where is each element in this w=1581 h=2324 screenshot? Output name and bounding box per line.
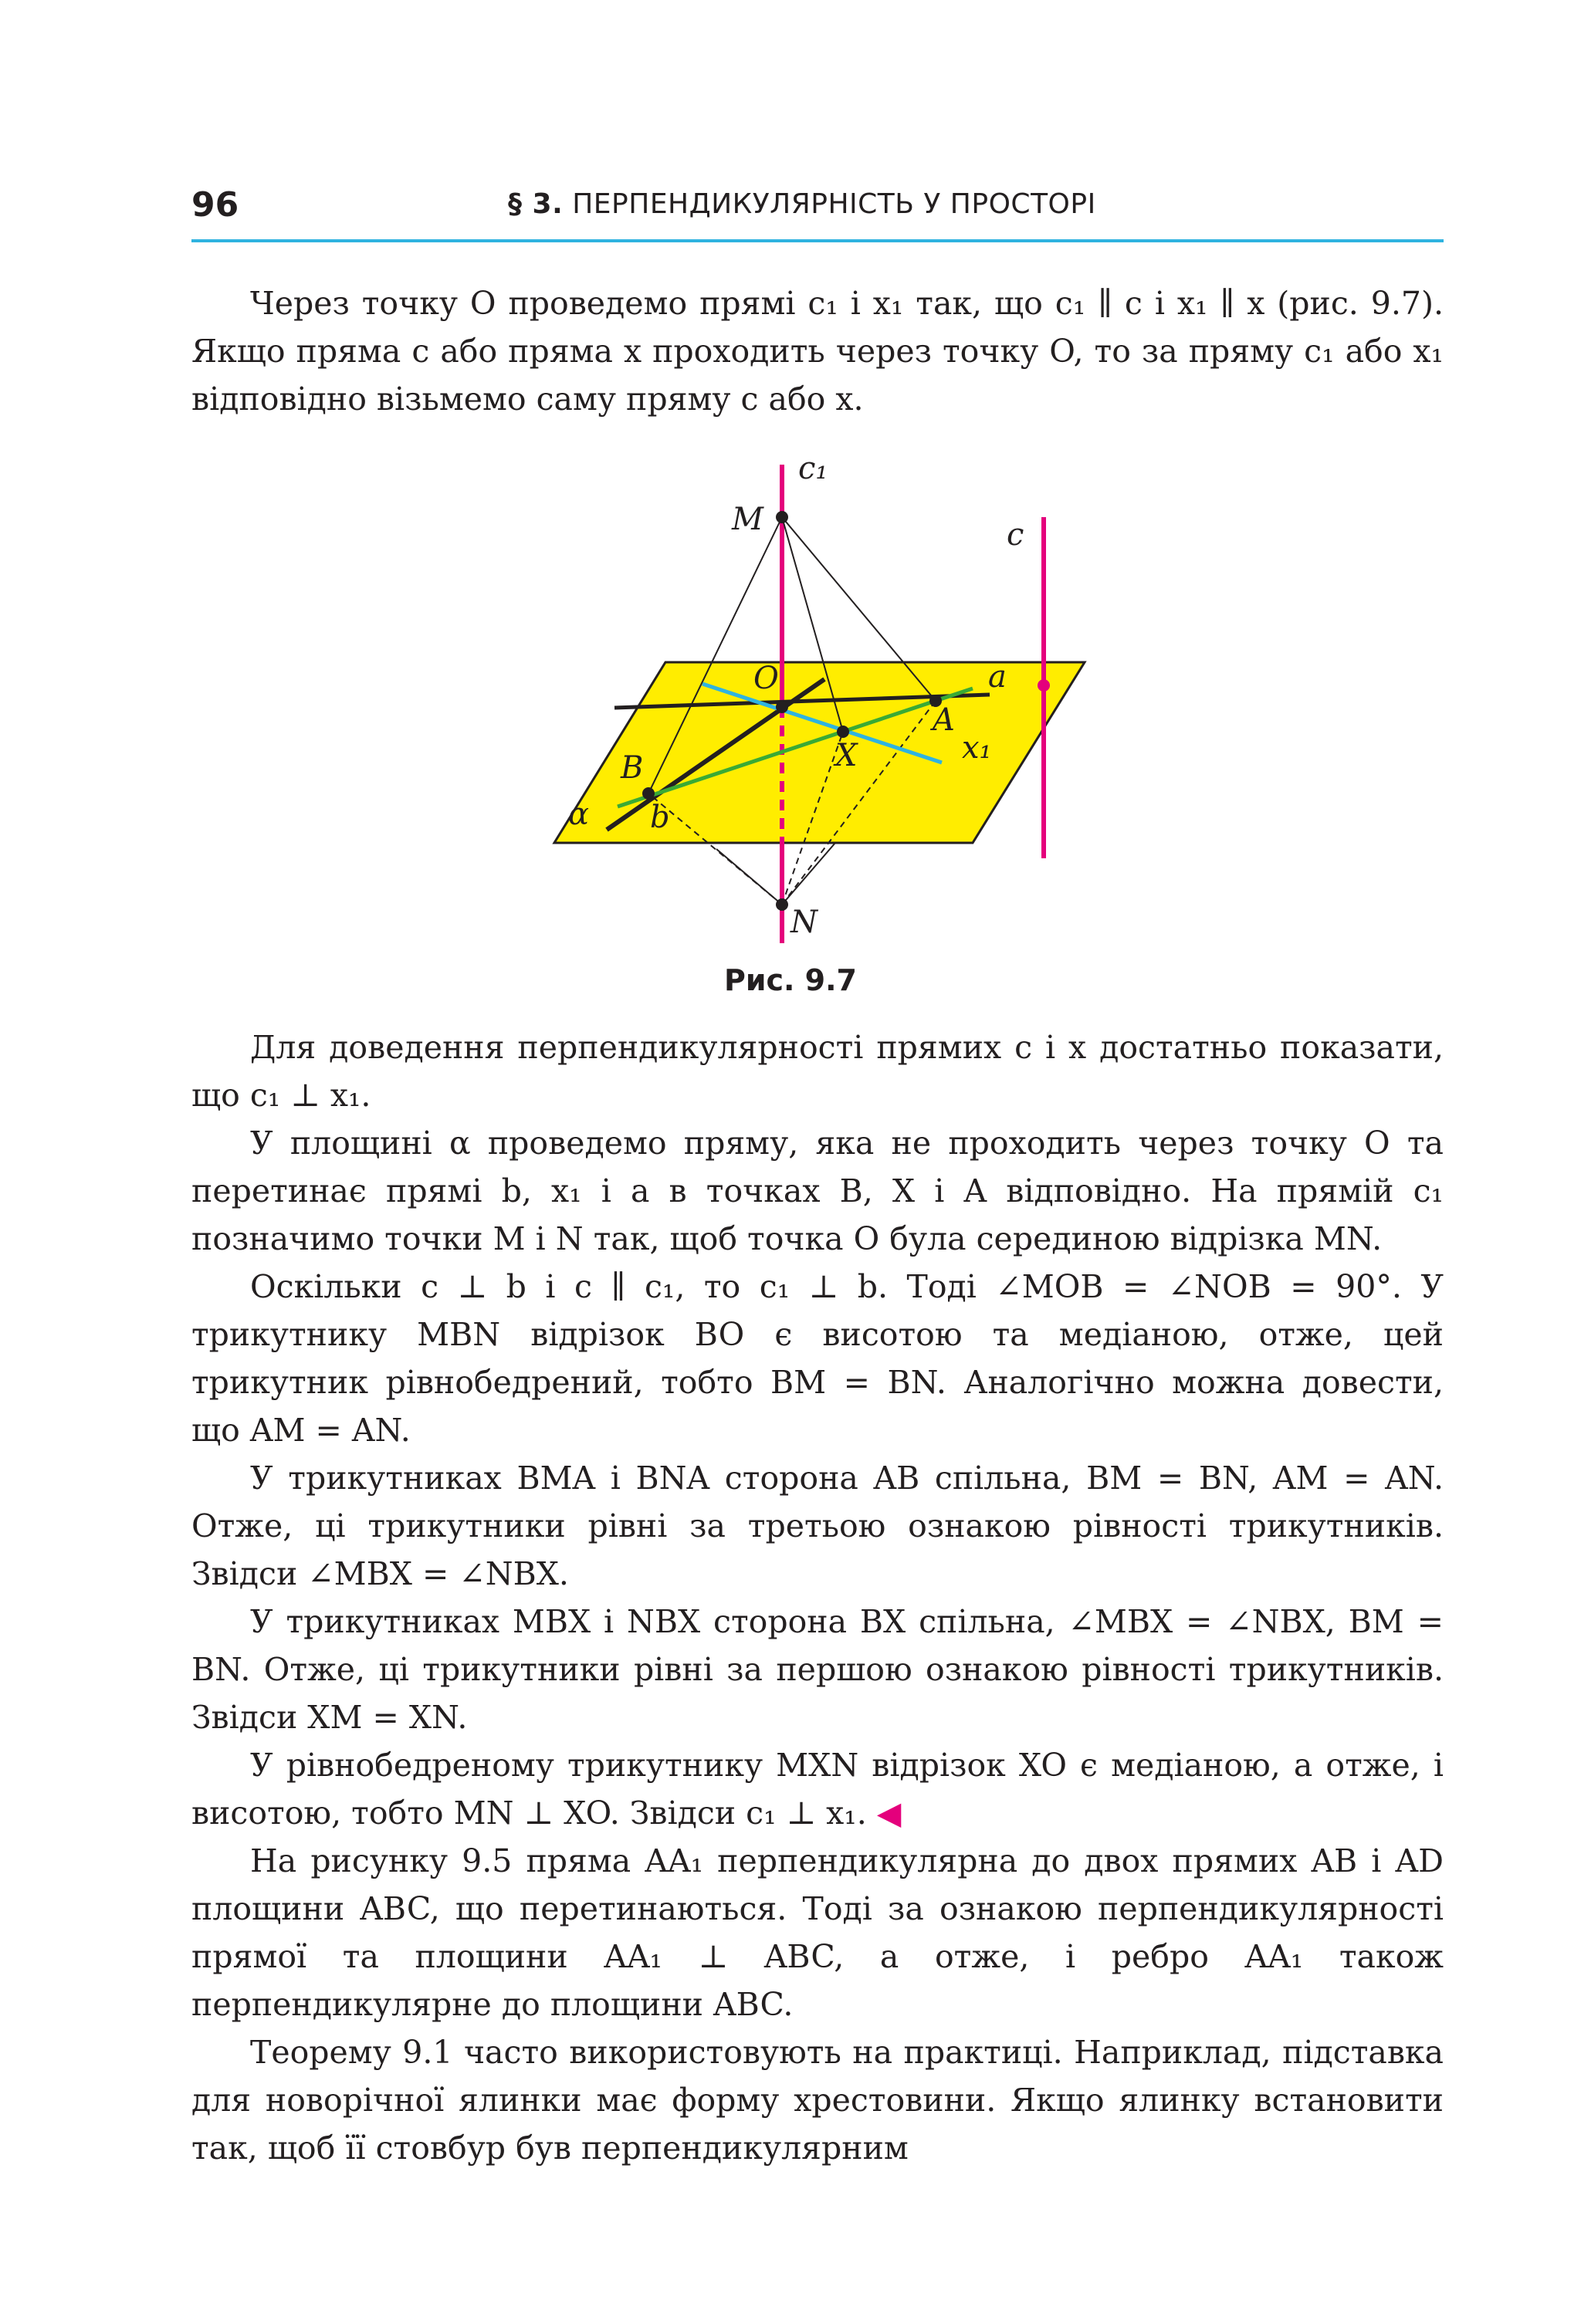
label-B: B [621,750,644,786]
segment-NB-solid [716,849,782,905]
paragraph-text: У рівнобедреному трикутнику MXN відрізок XO є медіаною, а отже, і висотою, тобто MN ⊥ XO. Звідси c₁ ⊥ x₁. [191,1747,1444,1832]
paragraph: На рисунку 9.5 пряма AA₁ перпендикулярна до двох прямих AB і AD площини ABC, що перетинаються. Тоді за ознакою перпендикулярності прямої та площини AA₁ ⊥ ABC, а отже, і ребро AA₁ також перпендикулярне до площини ABC. [191,1842,1444,2023]
paragraph: Для доведення перпендикулярності прямих c і x достатньо показати, що c₁ ⊥ x₁. [191,1029,1444,1114]
text-block-bottom [191,1023,1444,2172]
header-rule [191,239,1444,242]
point-N [776,898,788,911]
label-a: a [988,659,1007,695]
label-O: O [753,661,779,696]
section-mark: § 3. [508,188,564,220]
section-title-text: ПЕРПЕНДИКУЛЯРНІСТЬ У ПРОСТОРІ [572,188,1096,220]
point-c-plane [1038,679,1050,692]
paragraph: Оскільки c ⊥ b і c ∥ c₁, то c₁ ⊥ b. Тоді ∠MOB = ∠NOB = 90°. У трикутнику MBN відрізок BO є висотою та медіаною, отже, цей трикутник рівнобедрений, тобто BM = BN. Аналогічно можна довести, що AM = AN. [191,1268,1444,1449]
paragraph-with-end-mark [191,1741,1444,1837]
label-alpha: α [568,797,590,832]
page-header [191,184,1444,228]
point-X [837,726,849,738]
point-O [776,701,788,713]
figure-caption: Рис. 9.7 [724,963,857,997]
label-c: c [1007,517,1024,553]
paragraph: У трикутниках BMA і BNA сторона AB спільна, BM = BN, AM = AN. Отже, ці трикутники рівні за третьою ознакою рівності трикутників. Звідси ∠MBX = ∠NBX. [191,1460,1444,1592]
point-M [776,511,788,523]
paragraph: Теорему 9.1 часто використовують на практиці. Наприклад, підставка для новорічної ялинки має форму хрестовини. Якщо ялинку встановити так, щоб її стовбур був перпендикулярним [191,2034,1444,2167]
label-A: A [933,702,955,738]
paragraph: Через точку O проведемо прямі c₁ і x₁ так, що c₁ ∥ c і x₁ ∥ x (рис. 9.7). Якщо пряма c або пряма x проходить через точку O, то за пряму c₁ або x₁ відповідно візьмемо саму пряму c або x. [191,285,1444,418]
segment-NA-solid [782,843,835,905]
page-number: 96 [191,185,239,225]
proof-end-mark: ◀ [876,1795,902,1832]
label-b: b [650,800,670,835]
label-x1: x₁ [962,730,992,766]
section-title [508,188,1096,220]
figure-9-7 [540,455,1112,949]
paragraph: У площині α проведемо пряму, яка не проходить через точку O та перетинає прямі b, x₁ і a в точках B, X і A відповідно. На прямій c₁ позначимо точки M і N так, щоб точка O була серединою відрізка MN. [191,1125,1444,1257]
label-X: X [835,738,858,773]
label-N: N [790,905,818,940]
text-block-top [191,279,1444,423]
point-B [642,787,655,800]
label-M: M [732,502,763,537]
label-c1: c₁ [798,455,828,486]
paragraph: У трикутниках MBX і NBX сторона BX спільна, ∠MBX = ∠NBX, BM = BN. Отже, ці трикутники рівні за першою ознакою рівності трикутників. Звідси XM = XN. [191,1603,1444,1736]
